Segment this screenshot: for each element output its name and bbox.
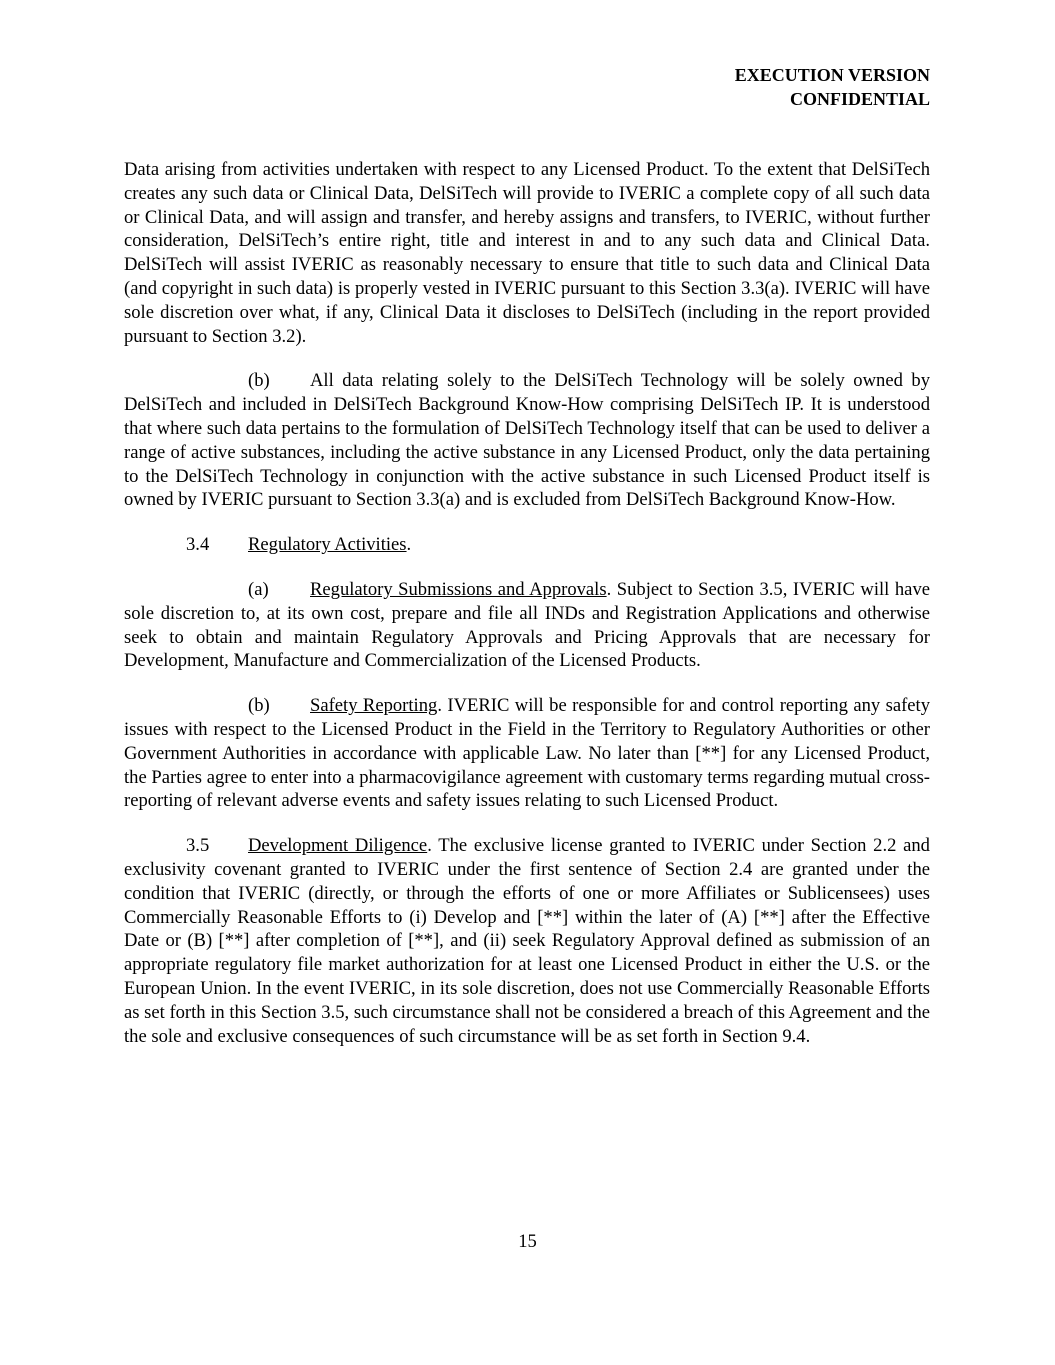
paragraph-3-3-b	[124, 369, 930, 512]
clause-text: All data relating solely to the DelSiTech Technology will be solely owned by DelSiTech and included in DelSiTech Background Know-How comprising DelSiTech IP. It is understood that where such data pertains to the formulation of DelSiTech Technology itself that can be used to deliver a range of active substances, including the active substance in any Licensed Product, only the data pertaining to the DelSiTech Technology in conjunction with the active substance in such Licensed Product itself is owned by IVERIC pursuant to Section 3.3(a) and is excluded from DelSiTech Background Know-How.	[124, 370, 930, 511]
clause-text: . Subject to Section 3.5, IVERIC will have sole discretion to, at its own cost, prepare and file all INDs and Registration Applications and otherwise seek to obtain and maintain Regulatory Approvals and Pricing Approvals that are necessary for Development, Manufacture and Commercialization of the Licensed Products.	[124, 578, 930, 672]
section-3-4-heading	[124, 533, 930, 557]
paragraph-3-5	[124, 834, 930, 1048]
clause-number: (b)	[248, 370, 270, 392]
page-number: 15	[518, 1231, 537, 1252]
clause-title: Regulatory Submissions and Approvals	[310, 578, 607, 600]
paragraph-3-4-b	[124, 694, 930, 813]
clause-number: (b)	[248, 695, 270, 717]
paragraph-3-3-a-continued: Data arising from activities undertaken with respect to any Licensed Product. To the extent that DelSiTech creates any such data or Clinical Data, DelSiTech will provide to IVERIC a complete copy of all such data or Clinical Data, and will assign and transfer, and hereby assigns and transfers, to IVERIC, without further consideration, DelSiTech’s entire right, title and interest in and to any such data and Clinical Data. DelSiTech will assist IVERIC as reasonably necessary to ensure that title to such data and Clinical Data (and copyright in such data) is properly vested in IVERIC pursuant to this Section 3.3(a). IVERIC will have sole discretion over what, if any, Clinical Data it discloses to DelSiTech (including in the report provided pursuant to Section 3.2).	[124, 159, 930, 347]
section-text: . The exclusive license granted to IVERIC under Section 2.2 and exclusivity covenant granted to IVERIC under the first sentence of Section 2.4 are granted under the condition that IVERIC (directly, or through the efforts of one or more Affiliates or Sublicensees) uses Commercially Reasonable Efforts to (i) Develop and [**] within the later of (A) [**] after the Effective Date or (B) [**] after completion of [**], and (ii) seek Regulatory Approval defined as submission of an appropriate regulatory file market authorization for at least one Licensed Product in either the U.S. or the European Union. In the event IVERIC, in its sole discretion, does not use Commercially Reasonable Efforts as set forth in this Section 3.5, such circumstance shall not be considered a breach of this Agreement and the the sole and exclusive consequences of such circumstance will be as set forth in Section 9.4.	[124, 835, 931, 1047]
header-confidential: CONFIDENTIAL	[789, 89, 930, 109]
clause-number: (a)	[248, 578, 269, 600]
section-title: Regulatory Activities	[248, 534, 407, 556]
document-header	[735, 63, 930, 111]
section-number: 3.4	[186, 534, 210, 556]
document-body	[124, 158, 930, 1048]
section-title-punct: .	[406, 534, 412, 556]
header-execution-version: EXECUTION VERSION	[734, 65, 930, 85]
section-number: 3.5	[186, 835, 210, 857]
paragraph-3-4-a	[124, 578, 930, 673]
section-title: Development Diligence	[248, 835, 428, 857]
clause-text: . IVERIC will be responsible for and control reporting any safety issues with respect to the Licensed Product in the Field in the Territory to Regulatory Authorities or other Government Authorities in accordance with applicable Law. No later than [**] for any Licensed Product, the Parties agree to enter into a pharmacovigilance agreement with customary terms regarding mutual cross-reporting of relevant adverse events and safety issues relating to such Licensed Product.	[124, 695, 931, 812]
clause-title: Safety Reporting	[310, 695, 438, 717]
